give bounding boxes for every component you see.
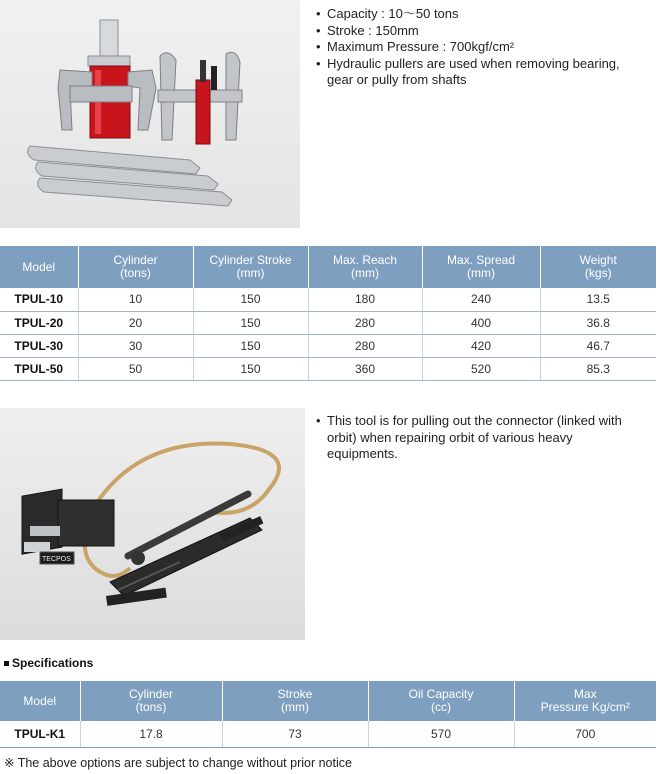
- cell-spread: 520: [422, 357, 540, 380]
- header-max-pressure: Max Pressure Kg/cm²: [514, 681, 656, 721]
- cell-max-pressure: 700: [514, 721, 656, 747]
- cell-stroke: 73: [222, 721, 368, 747]
- table-row: [0, 721, 656, 747]
- cell-stroke: 150: [193, 288, 308, 311]
- cell-model: TPUL-20: [0, 311, 78, 334]
- cell-weight: 13.5: [540, 288, 656, 311]
- feature-stroke: • Stroke : 150mm: [316, 23, 646, 40]
- cell-spread: 400: [422, 311, 540, 334]
- cell-reach: 280: [308, 311, 422, 334]
- cell-cylinder: 20: [78, 311, 193, 334]
- cell-model: TPUL-30: [0, 334, 78, 357]
- brand-label: TECPOS: [42, 556, 71, 563]
- feature-pressure: • Maximum Pressure : 700kgf/cm²: [316, 39, 646, 56]
- cell-stroke: 150: [193, 311, 308, 334]
- table-row: [0, 311, 656, 334]
- cell-weight: 46.7: [540, 334, 656, 357]
- specifications-heading: Specifications: [4, 656, 93, 670]
- header-model: Model: [0, 681, 80, 721]
- header-max-reach: Max. Reach (mm): [308, 246, 422, 288]
- puller-spec-table: [0, 246, 656, 381]
- cell-model: TPUL-K1: [0, 721, 80, 747]
- cell-stroke: 150: [193, 334, 308, 357]
- connector-puller-features-list: [316, 413, 646, 463]
- change-notice: ※ The above options are subject to change without prior notice: [4, 756, 352, 770]
- feature-description: • This tool is for pulling out the connector (linked with orbit) when repairing orbit of various heavy equipments.: [316, 413, 646, 463]
- feature-capacity: • Capacity : 10～50 tons: [316, 6, 646, 23]
- cell-model: TPUL-10: [0, 288, 78, 311]
- square-bullet-icon: [4, 661, 9, 666]
- cell-model: TPUL-50: [0, 357, 78, 380]
- connector-puller-photo: [0, 408, 305, 640]
- table-row: [0, 334, 656, 357]
- table-header-row: [0, 681, 656, 721]
- header-max-spread: Max. Spread (mm): [422, 246, 540, 288]
- cell-weight: 36.8: [540, 311, 656, 334]
- cell-cylinder: 30: [78, 334, 193, 357]
- cell-cylinder: 10: [78, 288, 193, 311]
- connector-puller-illustration: [0, 408, 305, 640]
- header-cylinder-stroke: Cylinder Stroke (mm): [193, 246, 308, 288]
- puller-features-list: [316, 6, 646, 89]
- header-weight: Weight (kgs): [540, 246, 656, 288]
- cell-reach: 180: [308, 288, 422, 311]
- table-row: [0, 288, 656, 311]
- cell-oil-capacity: 570: [368, 721, 514, 747]
- cell-reach: 280: [308, 334, 422, 357]
- cell-reach: 360: [308, 357, 422, 380]
- feature-usage: • Hydraulic pullers are used when removing bearing, gear or pully from shafts: [316, 56, 646, 89]
- header-model: Model: [0, 246, 78, 288]
- header-oil-capacity: Oil Capacity (cc): [368, 681, 514, 721]
- cell-cylinder: 50: [78, 357, 193, 380]
- cell-stroke: 150: [193, 357, 308, 380]
- header-cylinder: Cylinder (tons): [78, 246, 193, 288]
- cell-weight: 85.3: [540, 357, 656, 380]
- cell-spread: 240: [422, 288, 540, 311]
- table-header-row: [0, 246, 656, 288]
- cell-spread: 420: [422, 334, 540, 357]
- cell-cylinder: 17.8: [80, 721, 222, 747]
- hydraulic-puller-illustration: [0, 0, 300, 228]
- hydraulic-puller-photo: [0, 0, 300, 228]
- connector-puller-spec-table: [0, 681, 656, 748]
- header-stroke: Stroke (mm): [222, 681, 368, 721]
- table-row: [0, 357, 656, 380]
- header-cylinder: Cylinder (tons): [80, 681, 222, 721]
